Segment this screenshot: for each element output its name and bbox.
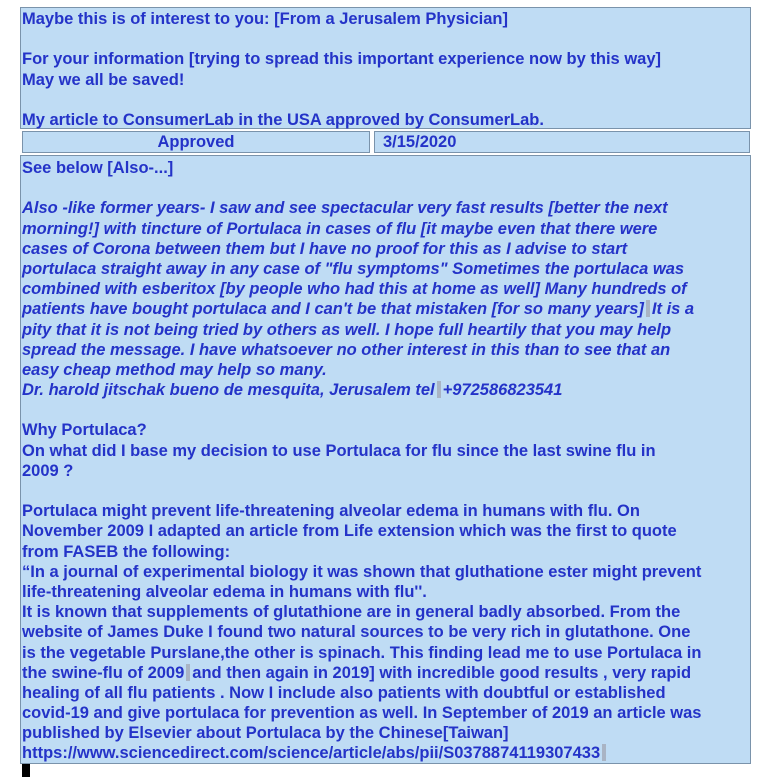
approved-cell: Approved xyxy=(22,131,370,153)
italic-line: Also -like former years- I saw and see spectacular very fast results [better the next xyxy=(22,199,668,218)
para-text: the swine-flu of 2009 xyxy=(22,663,185,682)
para-line: It is known that supplements of glutathione are in general badly absorbed. From the xyxy=(22,603,681,622)
text-marker xyxy=(186,664,190,681)
article-body xyxy=(20,155,751,764)
why-title: Why Portulaca? xyxy=(22,421,147,440)
italic-text: patients have bought portulaca and I can't be that mistaken [for so many years] xyxy=(22,300,644,319)
date-cell: 3/15/2020 xyxy=(374,131,750,153)
italic-line: combined with esberitox [by people who had this at home as well] Many hundreds of xyxy=(22,280,687,299)
para-line: healing of all flu patients . Now I include also patients with doubtful or established xyxy=(22,683,666,702)
italic-line: spread the message. I have whatsoever no other interest in this than to see that an xyxy=(22,340,671,359)
para-line: life-threatening alveolar edema in humans with flu''. xyxy=(22,582,427,601)
italic-line: cases of Corona between them but I have no proof for this as I advise to start xyxy=(22,239,628,258)
info-line: For your information [trying to spread this important experience now by this way] xyxy=(22,50,661,69)
para-line: November 2009 I adapted an article from Life extension which was the first to quote xyxy=(22,522,677,541)
para-line xyxy=(22,663,750,683)
text-marker xyxy=(646,300,650,317)
para-line: is the vegetable Purslane,the other is spinach. This finding lead me to use Portulaca in xyxy=(22,643,702,662)
article-line: My article to ConsumerLab in the USA approved by ConsumerLab. xyxy=(22,110,544,129)
why-line: On what did I base my decision to use Portulaca for flu since the last swine flu in xyxy=(22,441,656,460)
header-block xyxy=(20,7,751,129)
italic-line: morning!] with tincture of Portulaca in cases of flu [it maybe even that there were xyxy=(22,219,658,238)
text-cursor xyxy=(22,764,30,777)
signature-name: Dr. harold jitschak bueno de mesquita, Jerusalem tel xyxy=(22,381,435,400)
url-line[interactable] xyxy=(22,743,750,763)
para-line: published by Elsevier about Portulaca by the Chinese[Taiwan] xyxy=(22,724,509,743)
see-below-line: See below [Also-...] xyxy=(22,159,174,177)
saved-line: May we all be saved! xyxy=(22,70,185,89)
why-line: 2009 ? xyxy=(22,461,74,480)
italic-line xyxy=(22,299,750,319)
text-marker xyxy=(437,381,441,398)
article-link[interactable]: https://www.sciencedirect.com/science/article/abs/pii/S0378874119307433 xyxy=(22,744,601,763)
text-marker xyxy=(602,744,606,761)
para-line: covid-19 and give portulaca for prevention as well. In September of 2019 an article was xyxy=(22,704,702,723)
phone-number: +972586823541 xyxy=(442,381,563,400)
intro-line: Maybe this is of interest to you: [From a Jerusalem Physician] xyxy=(22,10,508,28)
signature-line xyxy=(22,380,750,400)
italic-line: portulaca straight away in any case of "flu symptoms" Sometimes the portulaca was xyxy=(22,259,685,278)
italic-text: It is a xyxy=(651,300,695,319)
para-line: website of James Duke I found two natural sources to be very rich in glutathone. One xyxy=(22,623,691,642)
para-line: Portulaca might prevent life-threatening alveolar edema in humans with flu. On xyxy=(22,502,640,521)
para-text: and then again in 2019] with incredible good results , very rapid xyxy=(192,663,692,682)
para-line: from FASEB the following: xyxy=(22,542,231,561)
para-line: “In a journal of experimental biology it was shown that gluthatione ester might prevent xyxy=(22,562,702,581)
italic-line: easy cheap method may help so many. xyxy=(22,360,327,379)
italic-line: pity that it is not being tried by others as well. I hope full heartily that you may help xyxy=(22,320,672,339)
